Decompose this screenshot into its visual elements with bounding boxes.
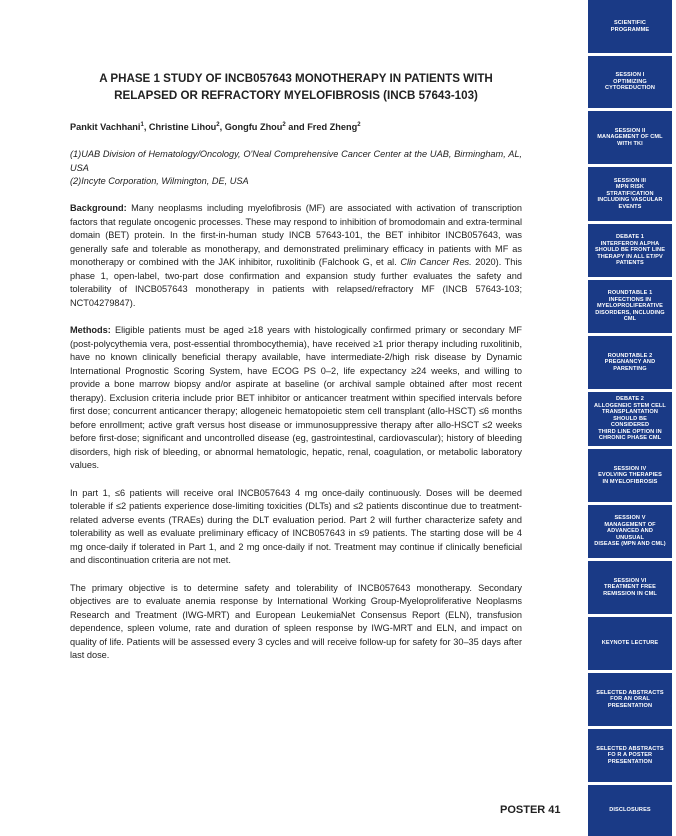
background-text-2: 2020). This phase 1, open-label, two-part dose confirmation and expansion study further evaluates the safety and tolerability of INCB057643 monotherapy in patients with relapsed/refractory MF (INCB 57643-103; NCT04279847). [70, 257, 522, 308]
objectives-paragraph: The primary objective is to determine safety and tolerability of INCB057643 monotherapy. Secondary objectives are to evaluate anemia response by International Working Group-Myeloproliferative Neoplasms Research and Treatment (IWG-MRT) and European LeukemiaNet Consensus Report (ELN), transfusion dependence, spleen volume, rate and duration of spleen response by IWG-MRT and ELN, and impact on quality of life. Patients will be assessed every 3 cycles and will receive follow-up for safety for 30–35 days after last dose. [70, 582, 522, 660]
sidebar-nav [588, 0, 676, 836]
sidebar-item-roundtable-1[interactable]: ROUNDTABLE 1 INFECTIONS IN MYELOPROLIFERATIVE DISORDERS, INCLUDING CML [588, 280, 672, 333]
methods-label: Methods: [70, 325, 111, 335]
author-name: , Gongfu Zhou [219, 122, 283, 133]
author-affil-sup: 2 [216, 122, 220, 128]
sidebar-item-debate-2[interactable]: DEBATE 2 ALLOGENEIC STEM CELL TRANSPLANTATION SHOULD BE CONSIDERED THIRD LINE OPTION IN CHRONIC PHASE CML [588, 392, 672, 446]
sidebar-item-poster-abstracts[interactable]: SELECTED ABSTRACTS FO R A POSTER PRESENTATION [588, 729, 672, 782]
sidebar-item-debate-1[interactable]: DEBATE 1 INTERFERON ALPHA SHOULD BE FRONT LINE THERAPY IN ALL ET/PV PATIENTS [588, 224, 672, 277]
author-affil-sup: 1 [140, 122, 144, 128]
sidebar-item-oral-abstracts[interactable]: SELECTED ABSTRACTS FOR AN ORAL PRESENTATION [588, 673, 672, 726]
poster-number: POSTER 41 [500, 804, 561, 816]
sidebar-item-disclosures[interactable]: DISCLOSURES [588, 785, 672, 836]
page-title: A PHASE 1 STUDY OF INCB057643 MONOTHERAPY IN PATIENTS WITH RELAPSED OR REFRACTORY MYELOFIBROSIS (INCB 57643-103) [99, 72, 493, 102]
affiliation-1: (1)UAB Division of Hematology/Oncology, O'Neal Comprehensive Cancer Center at the UAB, Birmingham, AL, USA [70, 149, 522, 173]
author-affil-sup: 2 [282, 122, 286, 128]
author-affil-sup: 2 [357, 122, 361, 128]
sidebar-item-scientific-programme[interactable]: SCIENTIFIC PROGRAMME [588, 0, 672, 53]
sidebar-item-session-4[interactable]: SESSION IV EVOLVING THERAPIES IN MYELOFIBROSIS [588, 449, 672, 502]
authors [70, 122, 522, 132]
affiliation-2: (2)Incyte Corporation, Wilmington, DE, USA [70, 176, 249, 186]
sidebar-item-session-3[interactable]: SESSION III MPN RISK STRATIFICATION INCLUDING VASCULAR EVENTS [588, 167, 672, 221]
background-paragraph [70, 202, 522, 310]
methods-paragraph [70, 324, 522, 473]
abstract-body [70, 202, 522, 677]
sidebar-item-session-2[interactable]: SESSION II MANAGEMENT OF CML WITH TKI [588, 111, 672, 164]
sidebar-item-keynote-lecture[interactable]: KEYNOTE LECTURE [588, 617, 672, 670]
sidebar-item-session-1[interactable]: SESSION I OPTIMIZING CYTOREDUCTION [588, 56, 672, 108]
author-name: , Christine Lihou [143, 122, 217, 133]
sidebar-item-roundtable-2[interactable]: ROUNDTABLE 2 PREGNANCY AND PARENTING [588, 336, 672, 389]
part1-paragraph: In part 1, ≤6 patients will receive oral INCB057643 4 mg once-daily continuously. Doses will be deemed tolerable if ≤2 patients experience dose-limiting toxicities (DLTs) and ≤2 patients discontinue due to treatment-related adverse events (TRAEs) during the DLT evaluation period. Part 2 will further characterize safety and tolerability as well as evaluate preliminary efficacy of INCB057643 in ≤9 patients. The starting dose will be 4 mg once-daily if tolerated in Part 1, and 2 mg once-daily if not. Treatment may continue if clinically beneficial and discontinuation criteria are not met. [70, 487, 522, 565]
author-name: Pankit Vachhani [70, 122, 141, 133]
sidebar-item-session-6[interactable]: SESSION VI TREATMENT FREE REMISSION IN CML [588, 561, 672, 614]
background-label: Background: [70, 203, 127, 213]
author-name: and Fred Zheng [285, 122, 358, 133]
methods-text: Eligible patients must be aged ≥18 years with histologically confirmed primary or secondary MF (post-polycythemia vera, post-essential thrombocythemia), have received ≥1 prior therapy including ruxolitinib, have no known clinically beneficial therapy available, have intermediate-2/high risk disease by Dynamic International Prognostic Scoring System, have ECOG PS 0–2, life expectancy ≥24 weeks, and willing to provide a bone marrow biopsy and/or aspirate at baseline (or archival sample obtained after most recent therapy). Exclusion criteria include prior BET inhibitor or anticancer treatment within specified intervals before first dose; concurrent anticancer therapy; allogeneic hematopoietic stem cell transplant (allo-HSCT) ≤6 months before enrollment; active graft versus host disease or immunosuppressive therapy after allo-HSCT ≤2 weeks before first-dose; significant and uncontrolled disease (eg, gastrointestinal, cardiovascular); history of bleeding disorders, high risk of bleeding, or abnormal hematologic, hepatic, renal, coagulation, or metabolic laboratory values. [70, 325, 522, 470]
journal-name: Clin Cancer Res. [400, 257, 472, 267]
background-text: Many neoplasms including myelofibrosis (MF) are associated with activation of transcription factors that regulate oncogenic processes. These may respond to inhibition of bromodomain and extra-terminal domain (BET) protein. In the first-in-human study INCB 57643-101, the BET inhibitor INCB057643, was generally safe and tolerable as monotherapy, and demonstrated preliminary efficacy in patients with MF as monotherapy or combined with the JAK inhibitor, ruxolitinib (Falchook G, et al. [70, 203, 522, 267]
sidebar-item-session-5[interactable]: SESSION V MANAGEMENT OF ADVANCED AND UNUSUAL DISEASE (MPN AND CML) [588, 505, 672, 558]
affiliations [70, 148, 522, 189]
